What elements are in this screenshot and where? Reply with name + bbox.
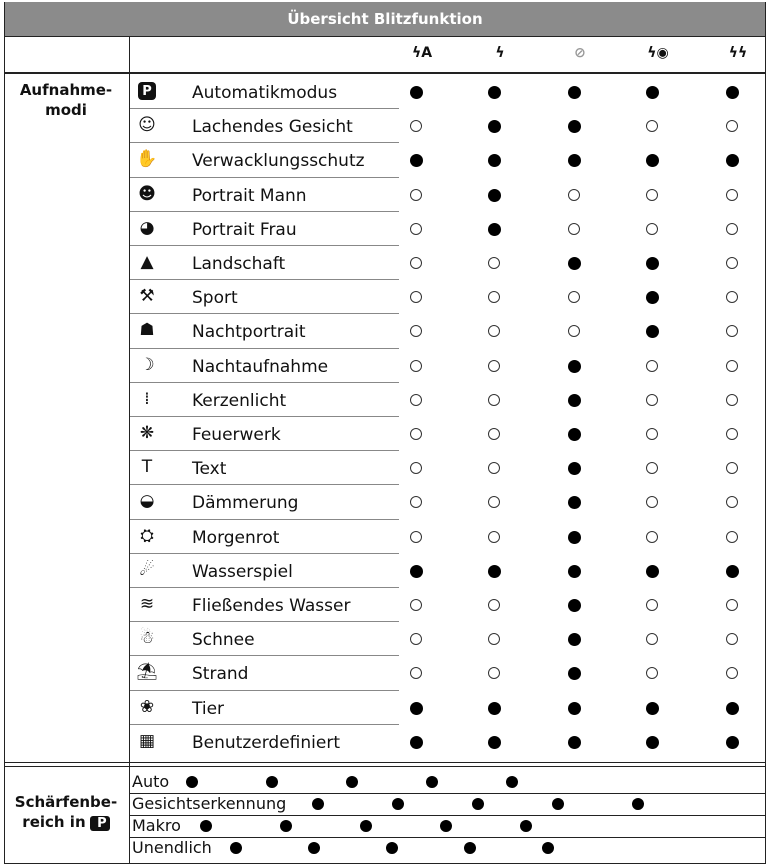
flash-unavailable-circle [410, 325, 422, 337]
flash-available-dot [568, 360, 581, 373]
flash-unavailable-circle [410, 291, 422, 303]
focus-range-row [132, 816, 766, 836]
focus-range-dot [280, 820, 292, 832]
flash-available-dot [488, 154, 501, 167]
flash-available-dot [410, 736, 423, 749]
flash-unavailable-circle [568, 223, 580, 235]
flash-unavailable-circle [488, 325, 500, 337]
mode-label: Portrait Mann [192, 185, 307, 206]
flash-unavailable-circle [410, 667, 422, 679]
focus-range-dot [386, 842, 398, 854]
flash-available-dot [646, 702, 659, 715]
focus-range-dot [266, 776, 278, 788]
table-bottom-rule [4, 863, 766, 864]
flash-available-dot [410, 86, 423, 99]
focus-range-dot [632, 798, 644, 810]
mode-label: Nachtaufnahme [192, 356, 329, 377]
flash-unavailable-circle [410, 120, 422, 132]
focus-range-label: Auto [132, 772, 170, 791]
flash-unavailable-circle [646, 394, 658, 406]
focus-range-dot [440, 820, 452, 832]
flash-unavailable-circle [726, 189, 738, 201]
flash-unavailable-circle [488, 462, 500, 474]
snow-icon: ☃ [139, 628, 155, 649]
flash-unavailable-circle [726, 633, 738, 645]
flash-redeye-icon: ϟ◉ [647, 45, 669, 61]
flash-available-dot [488, 736, 501, 749]
focus-range-row [132, 838, 766, 858]
focus-range-dot [312, 798, 324, 810]
row-separator [130, 211, 399, 212]
focus-range-dot [392, 798, 404, 810]
flash-unavailable-circle [726, 599, 738, 611]
flash-unavailable-circle [410, 428, 422, 440]
section-divider-double [4, 766, 766, 767]
row-separator [130, 484, 399, 485]
focus-range-dot [426, 776, 438, 788]
night-portrait-icon: ☗ [139, 320, 155, 341]
flash-available-dot [568, 496, 581, 509]
row-separator [130, 108, 399, 109]
flash-unavailable-circle [410, 462, 422, 474]
flash-available-dot [410, 154, 423, 167]
flash-unavailable-circle [646, 496, 658, 508]
focus-range-dot [200, 820, 212, 832]
flash-auto-icon: ϟA [411, 45, 433, 61]
mode-label: Text [192, 459, 227, 480]
focus-range-dot [552, 798, 564, 810]
dusk-icon: ◒ [139, 491, 155, 512]
flash-available-dot [488, 565, 501, 578]
flash-unavailable-circle [488, 667, 500, 679]
flash-unavailable-circle [646, 667, 658, 679]
row-separator [130, 621, 399, 622]
label-column-divider [129, 36, 130, 864]
flowing-water-icon: ≋ [139, 594, 155, 614]
flash-available-dot [646, 86, 659, 99]
flash-unavailable-circle [646, 428, 658, 440]
focus-range-row [132, 772, 766, 792]
flash-unavailable-circle [488, 360, 500, 372]
flash-unavailable-circle [410, 599, 422, 611]
flash-available-dot [488, 702, 501, 715]
row-separator [130, 690, 399, 691]
row-separator [130, 450, 399, 451]
custom-mode-icon: ▦ [138, 730, 156, 751]
flash-unavailable-circle [410, 394, 422, 406]
flash-unavailable-circle [488, 428, 500, 440]
flash-available-dot [488, 86, 501, 99]
focus-range-label: Makro [132, 816, 181, 835]
dawn-icon: ⛭ [140, 525, 154, 546]
flash-available-dot [568, 633, 581, 646]
mode-label: Nachtportrait [192, 322, 306, 343]
flash-available-dot [568, 428, 581, 441]
flash-unavailable-circle [568, 325, 580, 337]
focus-range-dot [360, 820, 372, 832]
flash-unavailable-circle [646, 462, 658, 474]
flash-available-dot [568, 154, 581, 167]
row-separator [130, 279, 399, 280]
focus-range-dot [230, 842, 242, 854]
fireworks-icon: ❋ [139, 423, 155, 443]
mode-label: Kerzenlicht [192, 390, 287, 411]
row-separator [130, 724, 399, 725]
focus-range-dot [520, 820, 532, 832]
row-separator [130, 655, 399, 656]
flash-unavailable-circle [726, 120, 738, 132]
focus-range-dot [472, 798, 484, 810]
flash-available-dot [568, 599, 581, 612]
flash-on-icon: ϟ [495, 45, 505, 61]
flash-slow-sync-icon: ϟϟ [728, 45, 748, 61]
flash-unavailable-circle [646, 599, 658, 611]
sport-icon: ⚒ [139, 286, 155, 307]
flash-unavailable-circle [726, 496, 738, 508]
row-separator [130, 313, 399, 314]
night-shot-icon: ☽ [139, 354, 155, 375]
flash-unavailable-circle [410, 223, 422, 235]
focus-range-dot [346, 776, 358, 788]
row-separator [130, 382, 399, 383]
flash-unavailable-circle [488, 257, 500, 269]
flash-unavailable-circle [726, 291, 738, 303]
flash-available-dot [726, 736, 739, 749]
flash-available-dot [410, 702, 423, 715]
flash-unavailable-circle [410, 531, 422, 543]
beach-icon: ⛱ [136, 662, 158, 683]
focus-range-dot [506, 776, 518, 788]
flash-off-icon: ⊘ [574, 45, 586, 61]
table-title: Übersicht Blitzfunktion [4, 2, 766, 36]
section-label-focus: Schärfenbe- reich in P [14, 793, 118, 831]
row-separator [130, 177, 399, 178]
flash-unavailable-circle [568, 291, 580, 303]
row-separator [130, 553, 399, 554]
flash-unavailable-circle [410, 360, 422, 372]
flash-unavailable-circle [488, 496, 500, 508]
flash-unavailable-circle [726, 394, 738, 406]
mode-label: Tier [192, 698, 225, 719]
flash-available-dot [726, 86, 739, 99]
flash-available-dot [646, 565, 659, 578]
flash-available-dot [568, 667, 581, 680]
mode-label: Benutzerdefiniert [192, 732, 340, 753]
text-mode-icon: T [141, 457, 153, 478]
flash-available-dot [646, 257, 659, 270]
section-label-modes: Aufnahme- modi [19, 81, 113, 119]
mode-label: Morgenrot [192, 527, 280, 548]
mode-label: Strand [192, 664, 249, 685]
mode-label: Verwacklungsschutz [192, 151, 365, 172]
header-bottom-rule [4, 72, 766, 74]
row-separator [130, 416, 399, 417]
water-play-icon: ☄ [139, 559, 155, 580]
flash-unavailable-circle [646, 633, 658, 645]
flash-available-dot [646, 154, 659, 167]
flash-unavailable-circle [410, 257, 422, 269]
table-left-border [4, 2, 5, 864]
flash-available-dot [568, 86, 581, 99]
flash-available-dot [488, 223, 501, 236]
flash-available-dot [488, 189, 501, 202]
flash-available-dot [568, 462, 581, 475]
focus-row-separator [130, 815, 766, 816]
flash-available-dot [410, 565, 423, 578]
flash-unavailable-circle [488, 291, 500, 303]
focus-range-label: Gesichtserkennung [132, 794, 287, 813]
mode-label: Dämmerung [192, 493, 299, 514]
row-separator [130, 348, 399, 349]
row-separator [130, 142, 399, 143]
flash-available-dot [568, 257, 581, 270]
row-separator [130, 245, 399, 246]
flash-unavailable-circle [646, 120, 658, 132]
flash-unavailable-circle [488, 599, 500, 611]
flash-available-dot [488, 120, 501, 133]
flash-available-dot [726, 154, 739, 167]
flash-available-dot [726, 565, 739, 578]
mode-label: Schnee [192, 630, 255, 651]
landscape-icon: ▲ [140, 252, 154, 272]
flash-unavailable-circle [726, 325, 738, 337]
flash-unavailable-circle [726, 462, 738, 474]
mode-label: Landschaft [192, 254, 286, 274]
flash-available-dot [646, 325, 659, 338]
header-divider [4, 36, 766, 37]
flash-unavailable-circle [646, 531, 658, 543]
flash-available-dot [568, 531, 581, 544]
flash-unavailable-circle [726, 257, 738, 269]
focus-range-dot [186, 776, 198, 788]
flash-available-dot [568, 702, 581, 715]
flash-unavailable-circle [488, 394, 500, 406]
flash-available-dot [726, 702, 739, 715]
p-mode-badge-icon: P [90, 816, 110, 831]
flash-available-dot [568, 736, 581, 749]
focus-range-row [132, 794, 766, 814]
flash-unavailable-circle [726, 223, 738, 235]
flash-unavailable-circle [410, 496, 422, 508]
flash-available-dot [646, 291, 659, 304]
focus-range-label: Unendlich [132, 838, 212, 857]
flash-available-dot [568, 394, 581, 407]
flash-unavailable-circle [410, 633, 422, 645]
section-divider [4, 762, 766, 763]
mode-label: Fließendes Wasser [192, 596, 351, 616]
table-right-border [765, 2, 766, 864]
flash-unavailable-circle [646, 223, 658, 235]
row-separator [130, 519, 399, 520]
shake-protection-icon: ✋ [136, 149, 158, 170]
portrait-man-icon: ☻ [138, 183, 156, 204]
mode-label: Wasserspiel [192, 561, 293, 582]
flash-available-dot [568, 120, 581, 133]
focus-row-separator [130, 837, 766, 838]
flash-unavailable-circle [568, 189, 580, 201]
auto-mode-icon: P [138, 82, 156, 100]
flash-unavailable-circle [410, 189, 422, 201]
mode-label: Portrait Frau [192, 219, 297, 240]
flash-unavailable-circle [488, 531, 500, 543]
focus-range-dot [308, 842, 320, 854]
flash-unavailable-circle [726, 667, 738, 679]
mode-label: Lachendes Gesicht [192, 117, 353, 138]
focus-range-dot [464, 842, 476, 854]
row-separator [130, 587, 399, 588]
flash-unavailable-circle [646, 189, 658, 201]
flash-unavailable-circle [726, 531, 738, 543]
flash-unavailable-circle [646, 360, 658, 372]
flash-unavailable-circle [488, 633, 500, 645]
smile-face-icon: ☺ [138, 115, 156, 136]
flash-unavailable-circle [726, 360, 738, 372]
flash-available-dot [646, 736, 659, 749]
candlelight-icon: ⁞ [144, 388, 150, 409]
mode-label: Feuerwerk [192, 425, 281, 445]
flash-unavailable-circle [726, 428, 738, 440]
flash-overview-table [4, 2, 766, 864]
focus-range-dot [542, 842, 554, 854]
animal-icon: ❀ [139, 696, 155, 717]
portrait-woman-icon: ◕ [139, 217, 155, 238]
mode-label: Automatikmodus [192, 83, 338, 103]
focus-row-separator [130, 793, 766, 794]
mode-label: Sport [192, 288, 238, 309]
flash-available-dot [568, 565, 581, 578]
